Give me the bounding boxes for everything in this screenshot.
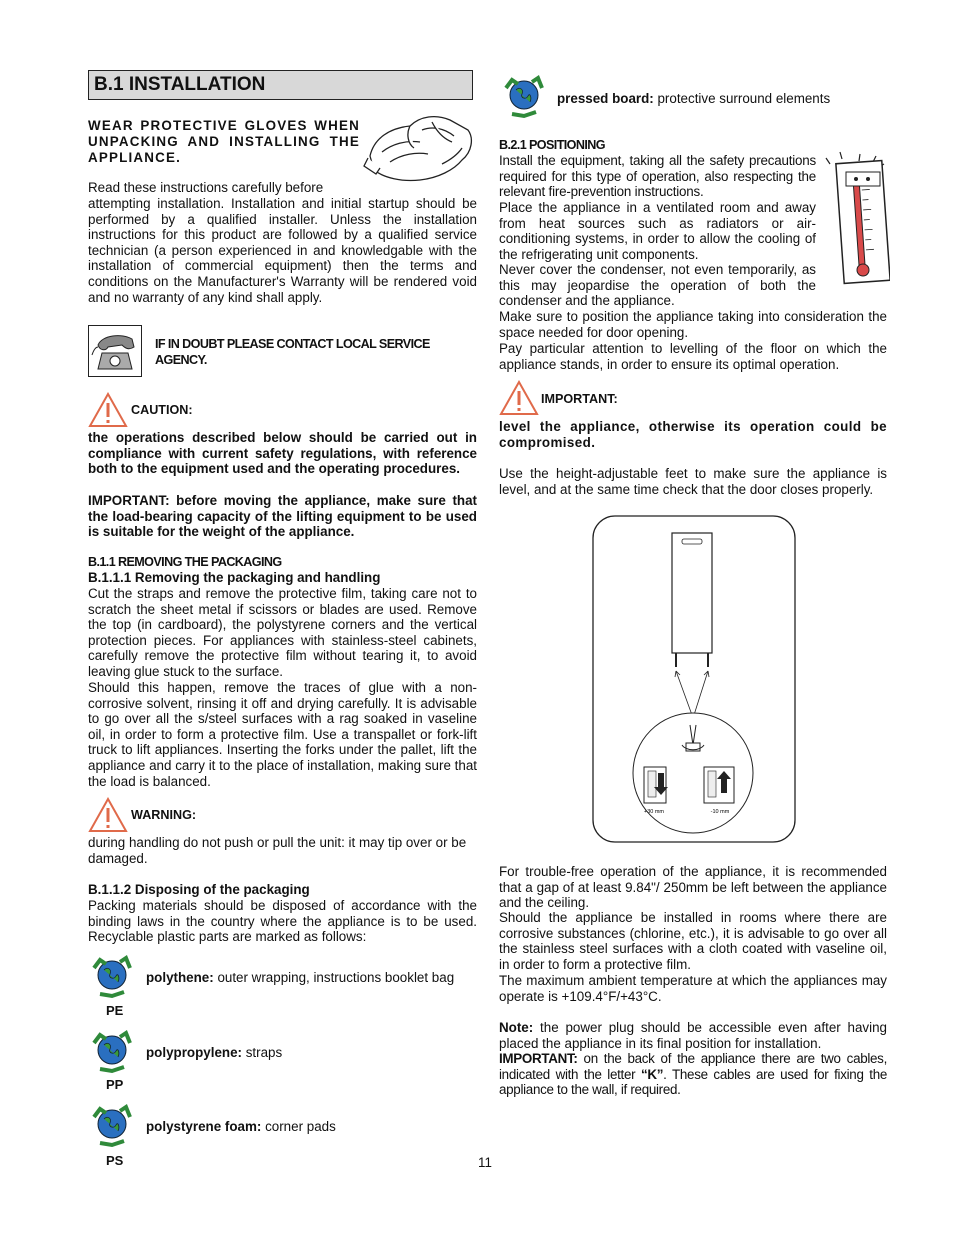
levelling-diagram [592,515,796,843]
note-label: Note: [499,1020,534,1035]
warning-label: WARNING: [131,808,197,822]
b21-heading: B.2.1 POSITIONING [499,138,605,152]
recycle-desc: corner pads [265,1119,336,1134]
temperature-text: The maximum ambient temperature at which the appliances may operate is +109.4°F/+43°C. [499,973,887,1004]
recycle-desc: outer wrapping, instructions booklet bag [217,970,455,985]
b111-text-1: Cut the straps and remove the protective film, taking care not to scratch the sheet metal if scissors or blades are used. Remove the top (in cardboard), the polystyrene corners and the vertical protection pieces. For appliances with stainless-steel cabinets, carefully remove the protective film without tearing it, to avoid leaving glue stuck to the surface. [88,586,477,679]
telephone-icon [88,325,142,377]
caution-label: CAUTION: [131,403,193,417]
recycle-globe-icon [86,1025,138,1075]
read-instructions-lead: Read these instructions carefully before [88,180,324,195]
pressed-board-item [557,91,830,107]
recycle-globe-icon [86,950,138,1000]
diagram-plus-label: +30 mm [643,809,665,815]
warning-text: during handling do not push or pull the unit: it may tip over or be damaged. [88,835,467,866]
b112-text: Packing materials should be disposed of accordance with the binding laws in the country where the appliance is to be used. Recyclable plastic parts are marked as follows: [88,898,477,945]
positioning-text-2: Place the appliance in a ventilated room and away from heat sources such as radiators or air-conditioning systems, in order to allow the cooling of the refrigerating unit components. [499,200,816,262]
caution-text: the operations described below should be carried out in compliance with current safety regulations, with reference both to the equipment used and the operating procedures. [88,430,477,477]
letter-k: “K” [640,1066,664,1082]
positioning-text-1: Install the equipment, taking all the safety precautions required for this type of operation, also respecting the relevant fire-prevention instructions. [499,153,816,200]
warning-triangle-icon [88,797,128,833]
important-label: IMPORTANT: [541,392,618,406]
warning-triangle-icon [88,392,128,428]
positioning-text-3: Never cover the condenser, not even temporarily, as this may jeopardise the operation of both the condenser and the appliance. [499,262,816,309]
recycle-globe-icon [86,1099,138,1149]
recycle-desc: protective surround elements [657,91,831,106]
gloves-warning: WEAR PROTECTIVE GLOVES WHEN UNPACKING AND INSTALLING THE APPLIANCE. [88,118,360,165]
b112-heading: B.1.1.2 Disposing of the packaging [88,882,310,897]
note-body: the power plug should be accessible even after having placed the appliance in its final position for installation. [499,1020,887,1051]
recycle-item-ps [86,1099,486,1169]
recycle-globe-icon [498,70,550,120]
b11-heading: B.1.1 REMOVING THE PACKAGING [88,555,282,569]
page-number: 11 [478,1155,492,1170]
note-text [499,1020,887,1051]
feet-text: Use the height-adjustable feet to make sure the appliance is level, and at the same time check that the door closes properly. [499,466,887,497]
recycle-code: PS [106,1153,124,1168]
recycle-item-pe [86,950,486,1020]
thermometer-icon [820,150,890,286]
b111-text-2: Should this happen, remove the traces of glue with a non-corrosive solvent, rinsing it off and drying carefully. It is advisable to go over all the s/steel surfaces with a rag soaked in vaseline oil, in order to form a protective film. Use a transpallet or fork-lift truck to lift appliances. Inserting the forks under the pallet, lift the appliance and carry it to the place of installation, making sure that the load is balanced. [88,680,477,789]
important-move-text: IMPORTANT: before moving the appliance, make sure that the load-bearing capacity of the lifting equipment to be used is suitable for the weight of the appliance. [88,493,477,540]
important-cables-body-a: on the back of the appliance there are two cables, indicated with the letter [499,1051,887,1082]
recycle-code: PE [106,1003,124,1018]
level-text: level the appliance, otherwise its operation could be compromised. [499,419,887,450]
important-cables-body-b: . These cables are used for fixing the appliance to the wall, if required. [499,1066,888,1098]
recycle-item-pp [86,1025,486,1095]
gloves-icon [362,108,478,188]
positioning-text-5: Pay particular attention to levelling of the floor on which the appliance stands, in order to ensure its optimal operation. [499,341,887,372]
recycle-name: polystyrene foam: [146,1119,262,1134]
corrosive-text: Should the appliance be installed in rooms where there are corrosive substances (chlorine, etc.), it is advisable to go over all the stainless steel surfaces with a cloth coated with vaseline oil, in order to form a protective film. [499,910,887,972]
contact-service-agency: IF IN DOUBT PLEASE CONTACT LOCAL SERVICE AGENCY. [155,337,430,367]
warning-triangle-icon [499,380,539,416]
diagram-minus-label: -10 mm [710,809,730,815]
recycle-desc: straps [245,1045,283,1060]
important-cables-label: IMPORTANT: [499,1051,578,1066]
recycle-name: polypropylene: [146,1045,242,1060]
important-cables-text [499,1051,887,1098]
recycle-name: polythene: [146,970,214,985]
recycle-code: PP [106,1077,124,1092]
read-instructions-text: attempting installation. Installation and initial startup should be performed by a qualified installer. Unless the installation instructions for this product are followed by a qualified service technician (a person experienced in and knowledgable with the installation of commercial equipment) then the terms and conditions on the Manufacturer's Warranty will be rendered void and no warranty of any kind shall apply. [88,196,477,305]
recycle-name: pressed board: [557,91,654,106]
section-title: B.1 INSTALLATION [88,70,473,100]
b111-heading: B.1.1.1 Removing the packaging and handling [88,570,381,585]
gap-text: For trouble-free operation of the appliance, it is recommended that a gap of at least 9.84"/ 250mm be left between the appliance and the ceiling. [499,864,887,911]
positioning-text-4: Make sure to position the appliance taking into consideration the space needed for door opening. [499,309,887,340]
